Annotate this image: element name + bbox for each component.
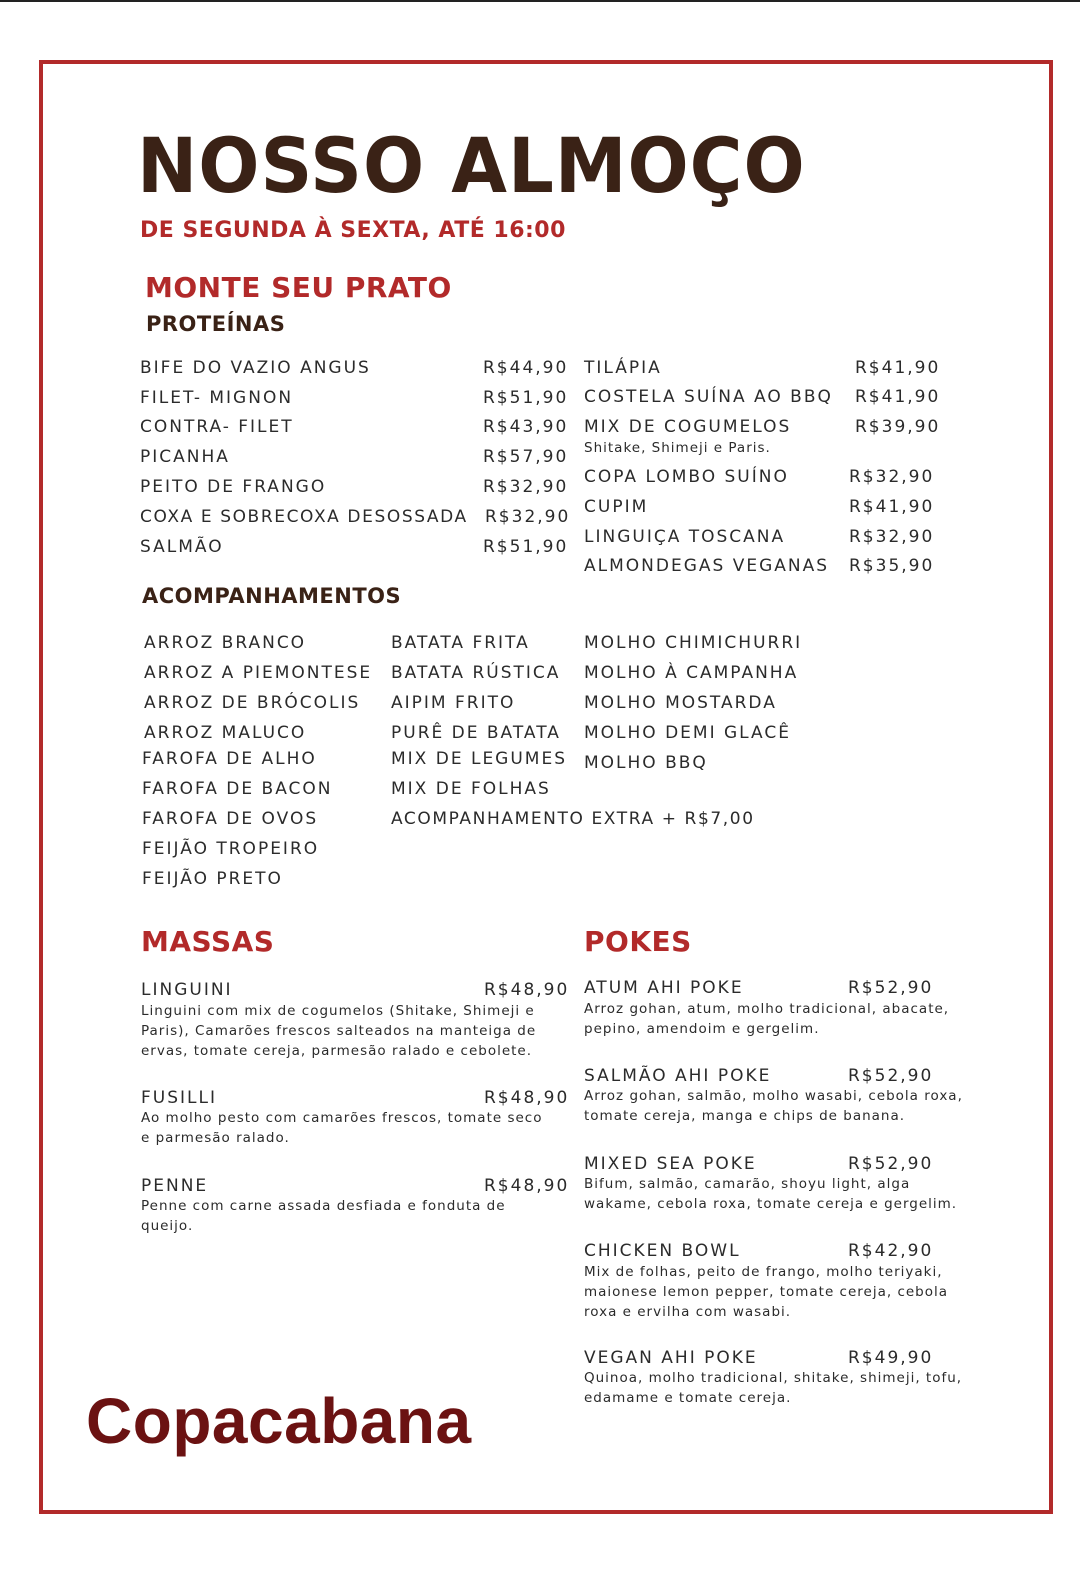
acomp-item: FAROFA DE OVOS (142, 809, 319, 829)
poke-price: R$52,90 (848, 1066, 934, 1086)
protein-name: BIFE DO VAZIO ANGUS (140, 358, 371, 378)
massa-price: R$48,90 (484, 1088, 570, 1108)
acomp-item: ARROZ A PIEMONTESE (144, 663, 373, 683)
massa-name: FUSILLI (141, 1088, 217, 1108)
protein-price: R$32,90 (483, 477, 569, 497)
poke-description: Bifum, salmão, camarão, shoyu light, alga wakame, cebola roxa, tomate cereja e gergelim. (584, 1176, 958, 1212)
protein-price: R$44,90 (483, 358, 569, 378)
poke-description: Arroz gohan, salmão, molho wasabi, cebola roxa, tomate cereja, manga e chips de banana. (584, 1088, 963, 1124)
protein-price: R$35,90 (849, 556, 935, 576)
acomp-extra-note: ACOMPANHAMENTO EXTRA + R$7,00 (391, 809, 755, 829)
protein-price: R$43,90 (483, 417, 569, 437)
acomp-item: MOLHO BBQ (584, 753, 708, 773)
acomp-item: FAROFA DE BACON (142, 779, 333, 799)
protein-price: R$41,90 (855, 358, 941, 378)
protein-name: COSTELA SUÍNA AO BBQ (584, 387, 833, 407)
acomp-item: FEIJÃO PRETO (142, 869, 283, 889)
poke-name: ATUM AHI POKE (584, 978, 744, 998)
massa-price: R$48,90 (484, 1176, 570, 1196)
poke-name: VEGAN AHI POKE (584, 1348, 758, 1368)
poke-price: R$42,90 (848, 1241, 934, 1261)
poke-name: SALMÃO AHI POKE (584, 1066, 772, 1086)
poke-description: Quinoa, molho tradicional, shitake, shimeji, tofu, edamame e tomate cereja. (584, 1370, 963, 1406)
top-edge-line (0, 0, 1080, 2)
massa-description: Ao molho pesto com camarões frescos, tomate seco e parmesão ralado. (141, 1110, 543, 1146)
protein-name: COPA LOMBO SUÍNO (584, 467, 789, 487)
protein-name: LINGUIÇA TOSCANA (584, 527, 786, 547)
acomp-item: MOLHO À CAMPANHA (584, 663, 799, 683)
protein-name: SALMÃO (140, 537, 224, 557)
acomp-item: MIX DE LEGUMES (391, 749, 567, 769)
protein-name: COXA E SOBRECOXA DESOSSADA (140, 507, 468, 527)
poke-price: R$52,90 (848, 1154, 934, 1174)
acomp-item: MOLHO CHIMICHURRI (584, 633, 803, 653)
acomp-item: FEIJÃO TROPEIRO (142, 839, 320, 859)
section-acompanhamentos-title: ACOMPANHAMENTOS (142, 584, 402, 608)
protein-price: R$32,90 (849, 467, 935, 487)
acomp-item: ARROZ BRANCO (144, 633, 307, 653)
protein-price: R$41,90 (855, 387, 941, 407)
protein-price: R$32,90 (485, 507, 571, 527)
protein-name: PEITO DE FRANGO (140, 477, 327, 497)
protein-name: PICANHA (140, 447, 230, 467)
poke-name: CHICKEN BOWL (584, 1241, 741, 1261)
section-massas-title: MASSAS (141, 925, 275, 958)
poke-name: MIXED SEA POKE (584, 1154, 757, 1174)
protein-price: R$51,90 (483, 537, 569, 557)
massa-description: Penne com carne assada desfiada e fonduta de queijo. (141, 1198, 506, 1234)
acomp-item: MOLHO DEMI GLACÊ (584, 723, 791, 743)
protein-price: R$41,90 (849, 497, 935, 517)
brand-logo-text: Copacabana (86, 1385, 472, 1457)
protein-price: R$57,90 (483, 447, 569, 467)
protein-name: CONTRA- FILET (140, 417, 294, 437)
poke-description: Mix de folhas, peito de frango, molho teriyaki, maionese lemon pepper, tomate cereja, cebola roxa e ervilha com wasabi. (584, 1264, 949, 1320)
section-proteinas-title: PROTEÍNAS (146, 312, 286, 336)
protein-price: R$39,90 (855, 417, 941, 437)
acomp-item: ARROZ MALUCO (144, 723, 307, 743)
massa-price: R$48,90 (484, 980, 570, 1000)
poke-description: Arroz gohan, atum, molho tradicional, abacate, pepino, amendoim e gergelim. (584, 1001, 950, 1037)
acomp-item: PURÊ DE BATATA (391, 723, 561, 743)
protein-note: Shitake, Shimeji e Paris. (584, 440, 771, 456)
acomp-item: AIPIM FRITO (391, 693, 516, 713)
massa-name: LINGUINI (141, 980, 233, 1000)
poke-price: R$49,90 (848, 1348, 934, 1368)
acomp-item: BATATA FRITA (391, 633, 530, 653)
protein-name: MIX DE COGUMELOS (584, 417, 792, 437)
acomp-item: MOLHO MOSTARDA (584, 693, 777, 713)
acomp-item: BATATA RÚSTICA (391, 663, 561, 683)
protein-price: R$32,90 (849, 527, 935, 547)
massa-name: PENNE (141, 1176, 209, 1196)
page-title: NOSSO ALMOÇO (137, 121, 806, 210)
section-pokes-title: POKES (584, 925, 692, 958)
page-subtitle: DE SEGUNDA À SEXTA, ATÉ 16:00 (140, 218, 566, 243)
acomp-item: MIX DE FOLHAS (391, 779, 551, 799)
poke-price: R$52,90 (848, 978, 934, 998)
protein-name: FILET- MIGNON (140, 388, 294, 408)
acomp-item: FAROFA DE ALHO (142, 749, 317, 769)
protein-price: R$51,90 (483, 388, 569, 408)
protein-name: TILÁPIA (584, 358, 662, 378)
protein-name: CUPIM (584, 497, 649, 517)
section-monte-title: MONTE SEU PRATO (145, 271, 452, 304)
massa-description: Linguini com mix de cogumelos (Shitake, Shimeji e Paris), Camarões frescos salteados na manteiga de ervas, tomate cereja, parmesão ralado e cebolete. (141, 1003, 537, 1059)
acomp-item: ARROZ DE BRÓCOLIS (144, 693, 361, 713)
protein-name: ALMONDEGAS VEGANAS (584, 556, 830, 576)
